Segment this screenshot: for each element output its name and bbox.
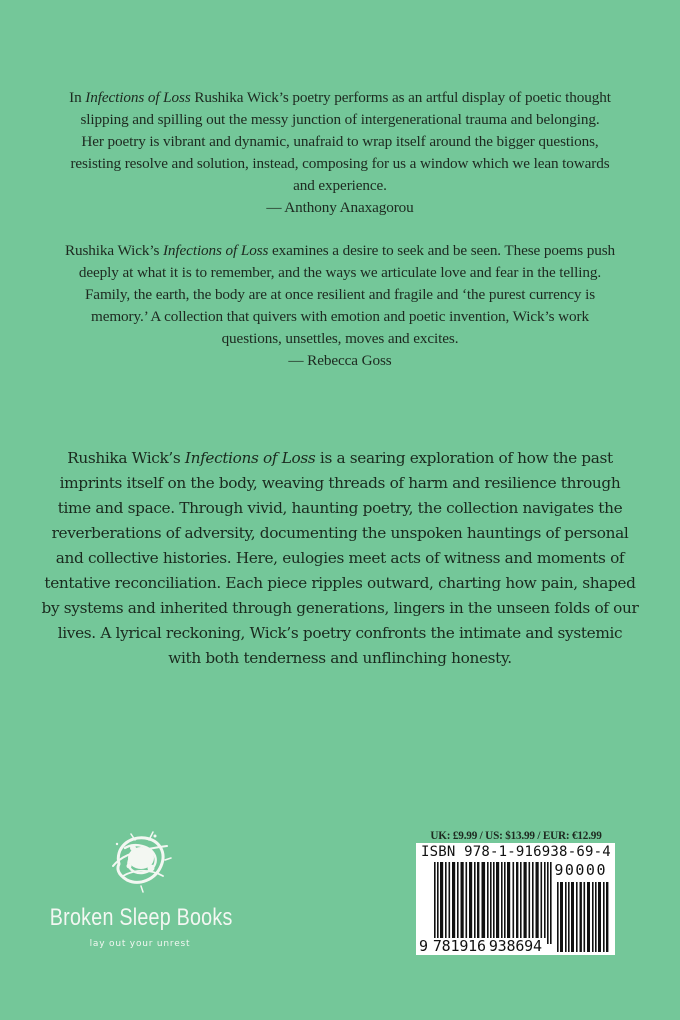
barcode-addon-digits: 90000	[554, 861, 607, 879]
description-line: tentative reconciliation. Each piece ripples outward, charting how pain, shaped	[44, 574, 636, 592]
endorsement-attribution: — Rebecca Goss	[288, 352, 392, 369]
price-line: UK: £9.99 / US: $13.99 / EUR: €12.99	[430, 830, 602, 842]
book-title: Infections of Loss	[85, 89, 191, 106]
description-line: and collective histories. Here, eulogies meet acts of witness and moments of	[55, 549, 625, 567]
publisher-logo	[30, 826, 250, 949]
book-title: Infections of Loss	[162, 242, 269, 259]
description-line: lives. A lyrical reckoning, Wick’s poetry confronts the intimate and systemic	[57, 624, 623, 642]
endorsement-line: Rushika Wick’s Infections of Loss examines a desire to seek and be seen. These poems push	[64, 242, 616, 259]
publisher-name: Broken Sleep Books	[49, 904, 233, 931]
endorsement-line: resisting resolve and solution, instead, composing for us a window which we lean towards	[70, 155, 610, 172]
endorsement-anaxagorou	[40, 87, 640, 219]
ean-barcode-bars	[434, 862, 554, 944]
publisher-tagline: lay out your unrest	[89, 939, 191, 949]
endorsement-line: deeply at what it is to remember, and the ways we articulate love and fear in the telling.	[78, 264, 602, 281]
endorsement-line: memory.’ A collection that quivers with emotion and poetic invention, Wick’s work	[90, 308, 589, 325]
book-description	[40, 446, 640, 671]
endorsement-line: and experience.	[293, 177, 387, 194]
endorsement-attribution: — Anthony Anaxagorou	[266, 199, 414, 216]
description-line: imprints itself on the body, weaving threads of harm and resilience through	[59, 474, 621, 492]
description-line: with both tenderness and unflinching honesty.	[168, 649, 512, 667]
ean-digits: 9 781916 938694	[419, 937, 542, 955]
isbn-label: ISBN 978-1-916938-69-4	[421, 844, 611, 860]
description-line: by systems and inherited through generations, lingers in the unseen folds of our	[41, 599, 639, 617]
endorsement-line: Family, the earth, the body are at once resilient and fragile and ‘the purest currency is	[84, 286, 596, 303]
description-line: time and space. Through vivid, haunting poetry, the collection navigates the	[57, 499, 623, 517]
endorsement-goss	[40, 240, 640, 372]
book-title: Infections of Loss	[184, 449, 316, 467]
endorsement-line: questions, unsettles, moves and excites.	[221, 330, 459, 347]
addon-barcode-bars	[557, 882, 609, 952]
isbn-barcode	[416, 843, 615, 955]
endorsement-line: Her poetry is vibrant and dynamic, unafraid to wrap itself around the bigger questions,	[81, 133, 599, 150]
scribble-ball-icon	[105, 826, 175, 896]
description-line: reverberations of adversity, documenting the unspoken hauntings of personal	[51, 524, 629, 542]
endorsement-line: In Infections of Loss Rushika Wick’s poetry performs as an artful display of poetic thought	[69, 89, 611, 106]
description-line: Rushika Wick’s Infections of Loss is a searing exploration of how the past	[67, 449, 613, 467]
endorsement-line: slipping and spilling out the messy junction of intergenerational trauma and belonging.	[80, 111, 600, 128]
